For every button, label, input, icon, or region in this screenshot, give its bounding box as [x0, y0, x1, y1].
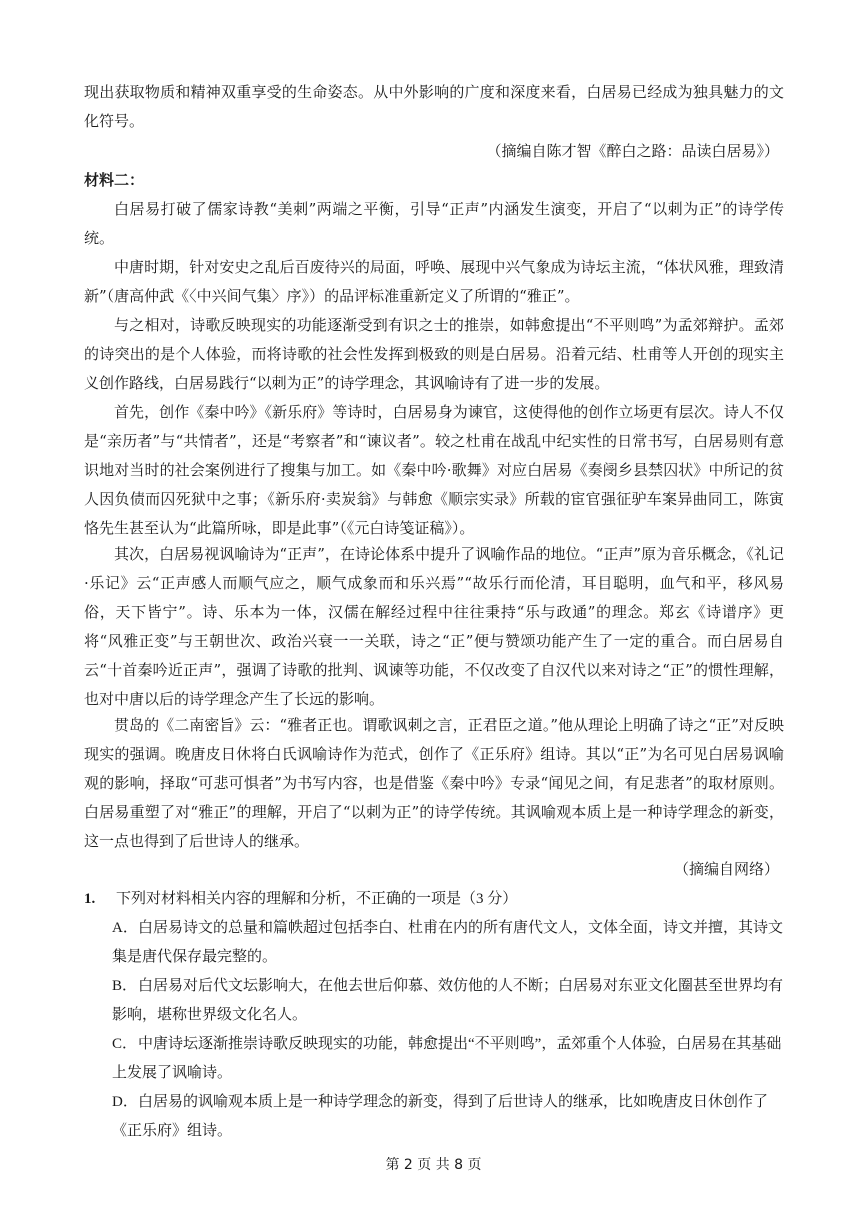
question-number: 1. [84, 891, 96, 907]
question-stem-text: 下列对材料相关内容的理解和分析，不正确的一项是（3 分） [116, 891, 518, 907]
option-text: 中唐诗坛逐渐推崇诗歌反映现实的功能，韩愈提出“不平则鸣”，孟郊重个人体验，白居易在其基础上发展了讽喻诗。 [112, 1036, 782, 1081]
option-text: 白居易对后代文坛影响大，在他去世后仰慕、效仿他的人不断；白居易对东亚文化圈甚至世界均有影响，堪称世界级文化名人。 [112, 978, 784, 1023]
page-number-footer: 第 2 页 共 8 页 [385, 1157, 482, 1173]
material2-paragraph-6: 贯岛的《二南密旨》云：“雅者正也。谓歌讽刺之言，正君臣之道。”他从理论上明确了诗之“正”对反映现实的强调。晚唐皮日休将白氏讽喻诗作为范式，创作了《正乐府》组诗。其以“正”为名可见白居易讽喻观的影响，择取“可悲可惧者”为书写内容，也是借鉴《秦中吟》专录“闻见之间，有足悲者”的取材原则。白居易重塑了对“雅正”的理解，开启了“以刺为正”的诗学传统。其讽喻观本质上是一种诗学理念的新变，这一点也得到了后世诗人的继承。 [84, 716, 784, 850]
option-b[interactable] [112, 972, 784, 1030]
material2-heading: 材料二： [84, 171, 145, 189]
option-c[interactable] [112, 1030, 784, 1088]
option-d[interactable] [112, 1088, 784, 1146]
option-text: 白居易的讽喻观本质上是一种诗学理念的新变，得到了后世诗人的继承，比如晚唐皮日休创作了《正乐府》组诗。 [112, 1094, 769, 1139]
material2-paragraph-1: 白居易打破了儒家诗教“美刺”两端之平衡，引导“正声”内涵发生演变，开启了“以刺为正”的诗学传统。 [84, 200, 784, 247]
material1-source: （摘编自陈才智《醉白之路：品读白居易》） [486, 142, 779, 160]
material2-paragraph-4: 首先，创作《秦中吟》《新乐府》等诗时，白居易身为谏官，这使得他的创作立场更有层次。诗人不仅是“亲历者”与“共情者”，还是“考察者”和“谏议者”。较之杜甫在战乱中纪实性的日常书写，白居易则有意识地对当时的社会案例进行了搜集与加工。如《秦中吟·歌舞》对应白居易《奏阌乡县禁囚状》中所记的贫人因负债而囚死狱中之事；《新乐府·卖炭翁》与韩愈《顺宗实录》所载的宦官强征驴车案异曲同工，陈寅恪先生甚至认为“此篇所咏，即是此事”（《元白诗笺证稿》）。 [84, 403, 784, 537]
question-1-stem [84, 885, 784, 914]
material1-tail-paragraph: 现出获取物质和精神双重享受的生命姿态。从中外影响的广度和深度来看，白居易已经成为独具魅力的文化符号。 [84, 83, 784, 130]
option-a[interactable] [112, 914, 784, 972]
option-letter: D． [112, 1094, 138, 1110]
material2-paragraph-5: 其次，白居易视讽喻诗为“正声”，在诗论体系中提升了讽喻作品的地位。“正声”原为音乐概念，《礼记·乐记》云“正声感人而顺气应之，顺气成象而和乐兴焉”“故乐行而伦清，耳目聪明，血气和平，移风易俗，天下皆宁”。诗、乐本为一体，汉儒在解经过程中往往秉持“乐与政通”的理念。郑玄《诗谱序》更将“风雅正变”与王朝世次、政治兴衰一一关联，诗之“正”便与赞颂功能产生了一定的重合。而白居易自云“十首秦吟近正声”，强调了诗歌的批判、讽谏等功能，不仅改变了自汉代以来对诗之“正”的惯性理解，也对中唐以后的诗学理念产生了长远的影响。 [84, 545, 784, 708]
material2-paragraph-2: 中唐时期，针对安史之乱后百废待兴的局面，呼唤、展现中兴气象成为诗坛主流，“体状风雅，理致清新”（唐高仲武《〈中兴间气集〉序》）的品评标准重新定义了所谓的“雅正”。 [84, 258, 784, 305]
material2-source: （摘编自网络） [673, 860, 779, 878]
option-letter: A． [112, 920, 138, 936]
option-letter: C． [112, 1036, 138, 1052]
option-text: 白居易诗文的总量和篇帙超过包括李白、杜甫在内的所有唐代文人，文体全面，诗文并擅，其诗文集是唐代保存最完整的。 [112, 920, 784, 965]
option-letter: B． [112, 978, 138, 994]
material2-paragraph-3: 与之相对，诗歌反映现实的功能逐渐受到有识之士的推崇，如韩愈提出“不平则鸣”为孟郊辩护。孟郊的诗突出的是个人体验，而将诗歌的社会性发挥到极致的则是白居易。沿着元结、杜甫等人开创的现实主义创作路线，白居易践行“以刺为正”的诗学理念，其讽喻诗有了进一步的发展。 [84, 316, 784, 392]
